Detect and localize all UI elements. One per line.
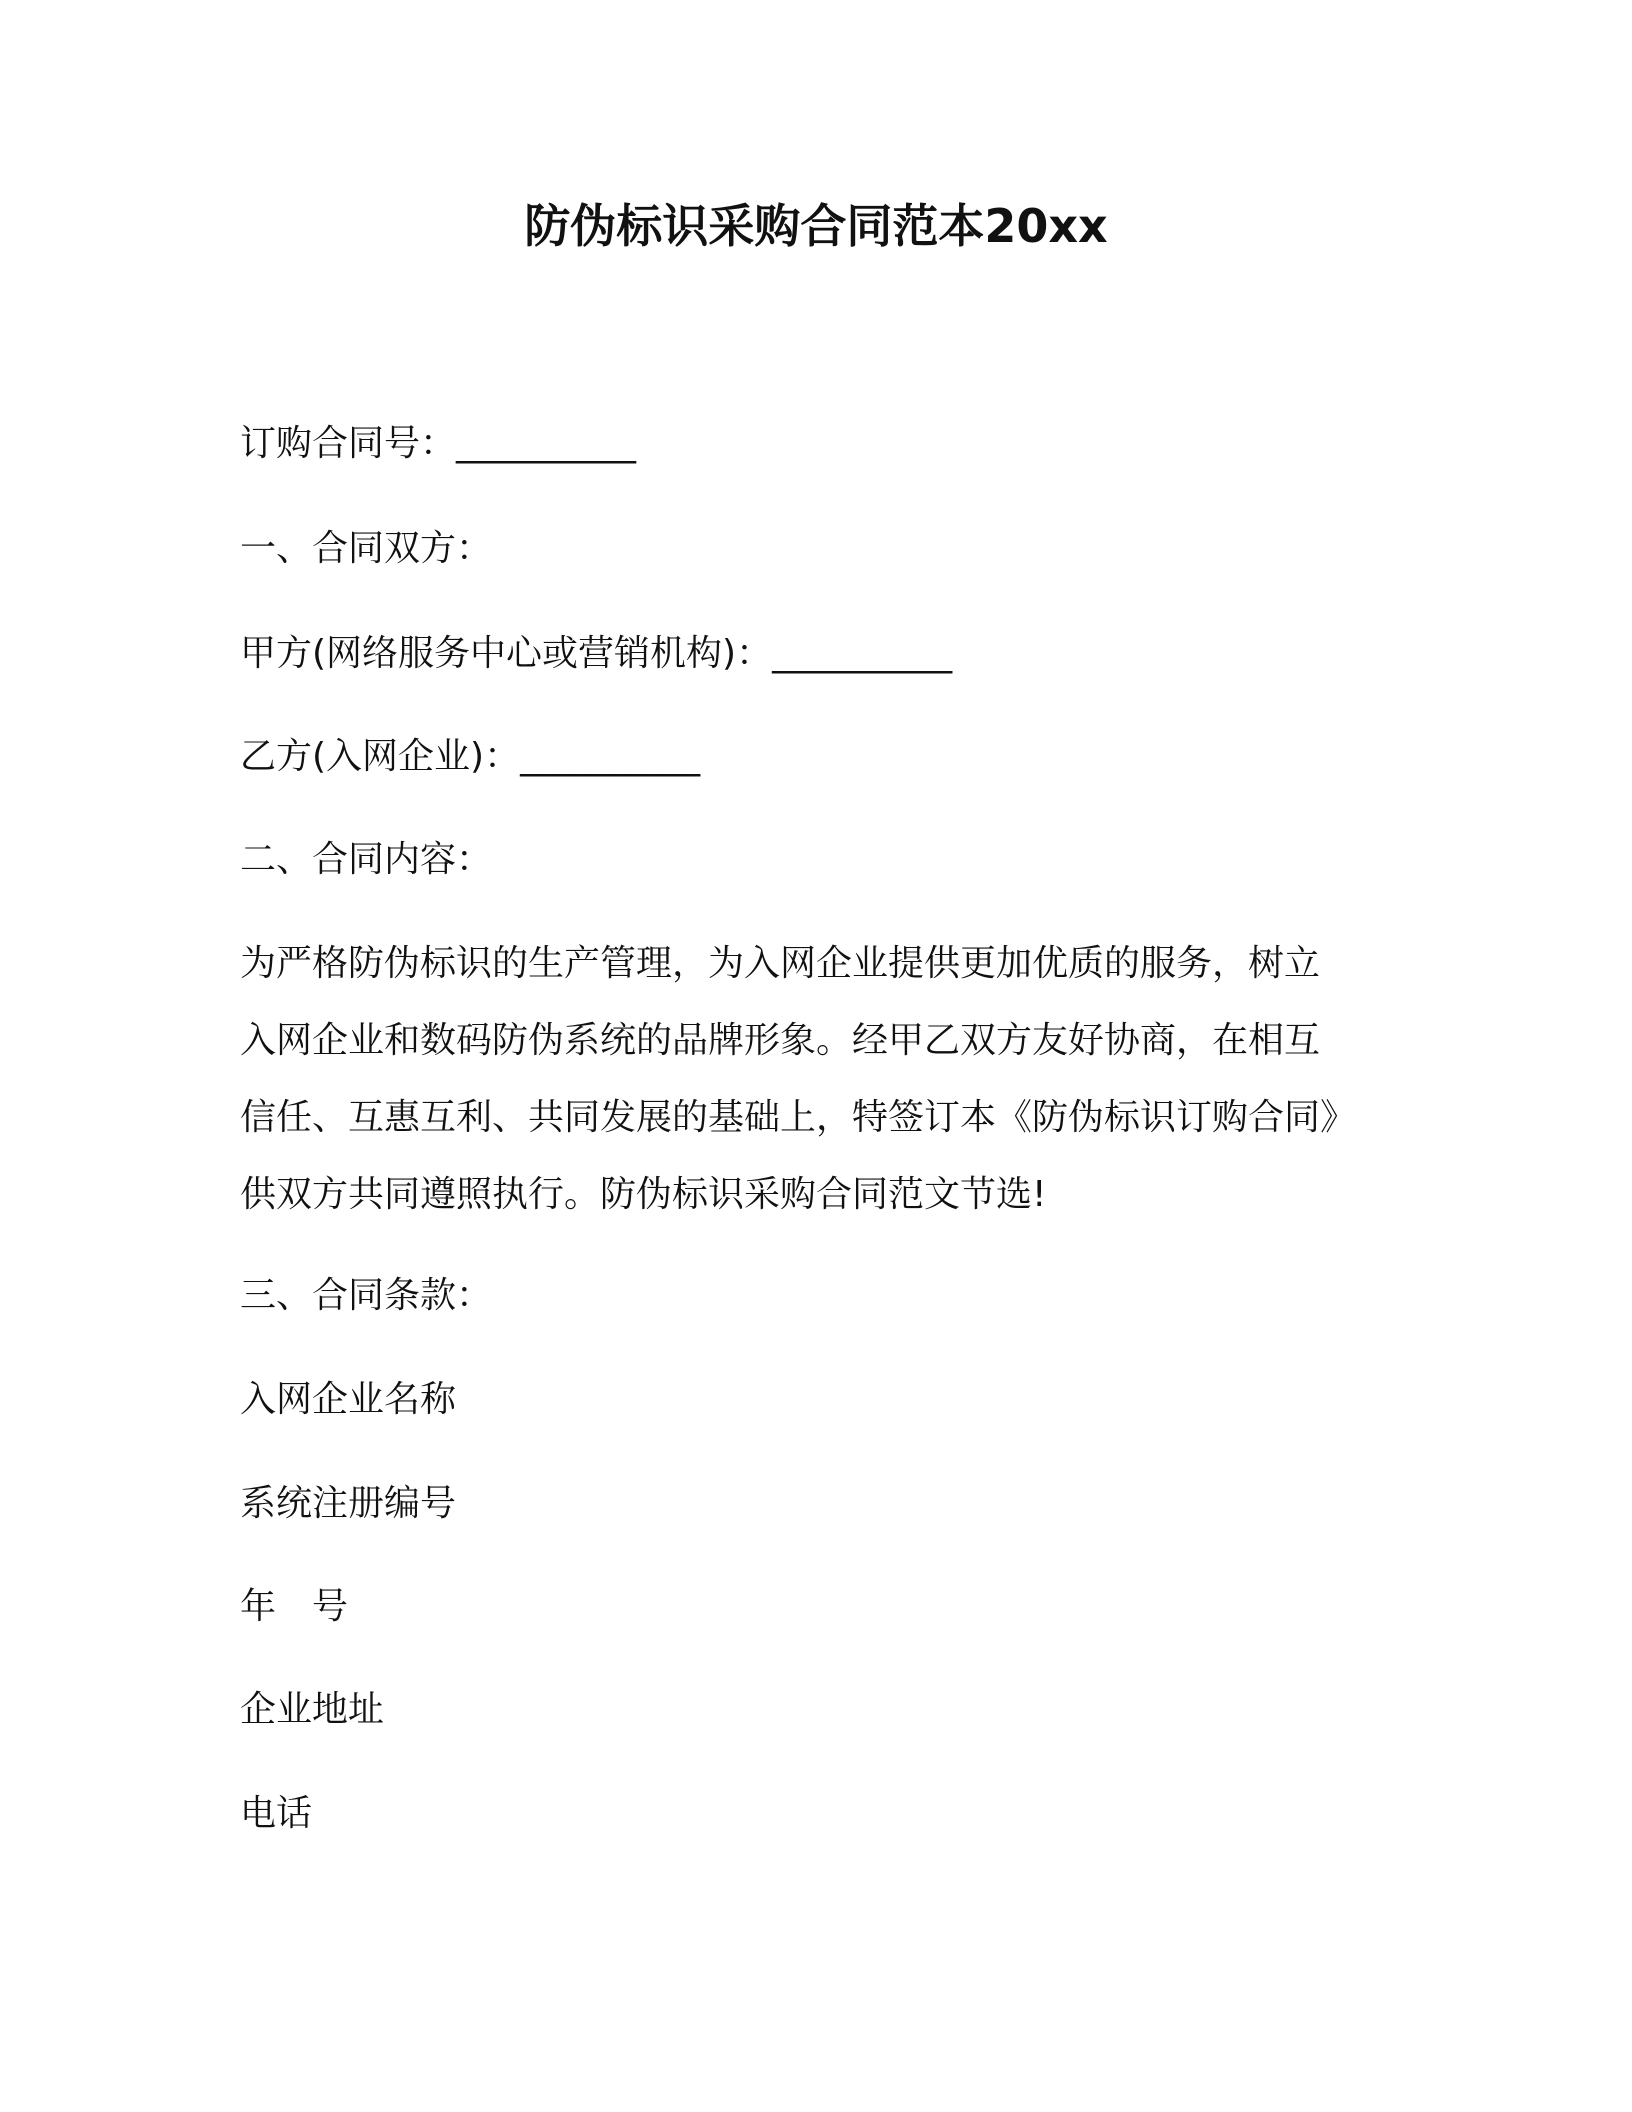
party-b-line: 乙方(入网企业)：__________	[240, 736, 701, 777]
contract-content-paragraph	[240, 940, 1400, 1248]
section-content-heading: 二、合同内容：	[240, 839, 493, 880]
paragraph-line: 入网企业和数码防伪系统的品牌形象。经甲乙双方友好协商，在相互	[240, 1020, 1321, 1061]
document-title: 防伪标识采购合同范本20xx	[524, 199, 1108, 253]
party-a-line: 甲方(网络服务中心或营销机构)：__________	[240, 633, 953, 674]
paragraph-line: 信任、互惠互利、共同发展的基础上，特签订本《防伪标识订购合同》	[240, 1097, 1357, 1138]
section-parties-heading: 一、合同双方：	[240, 528, 493, 569]
paragraph-line: 为严格防伪标识的生产管理，为入网企业提供更加优质的服务，树立	[240, 943, 1321, 984]
field-year-number: 年 号	[240, 1586, 349, 1627]
section-terms-heading: 三、合同条款：	[240, 1275, 493, 1316]
field-company-name: 入网企业名称	[240, 1379, 457, 1420]
field-company-address: 企业地址	[240, 1689, 385, 1730]
field-phone: 电话	[240, 1793, 313, 1834]
field-registration-number: 系统注册编号	[240, 1483, 457, 1524]
paragraph-line: 供双方共同遵照执行。防伪标识采购合同范文节选!	[240, 1174, 1047, 1215]
order-number-line: 订购合同号：__________	[240, 423, 637, 464]
